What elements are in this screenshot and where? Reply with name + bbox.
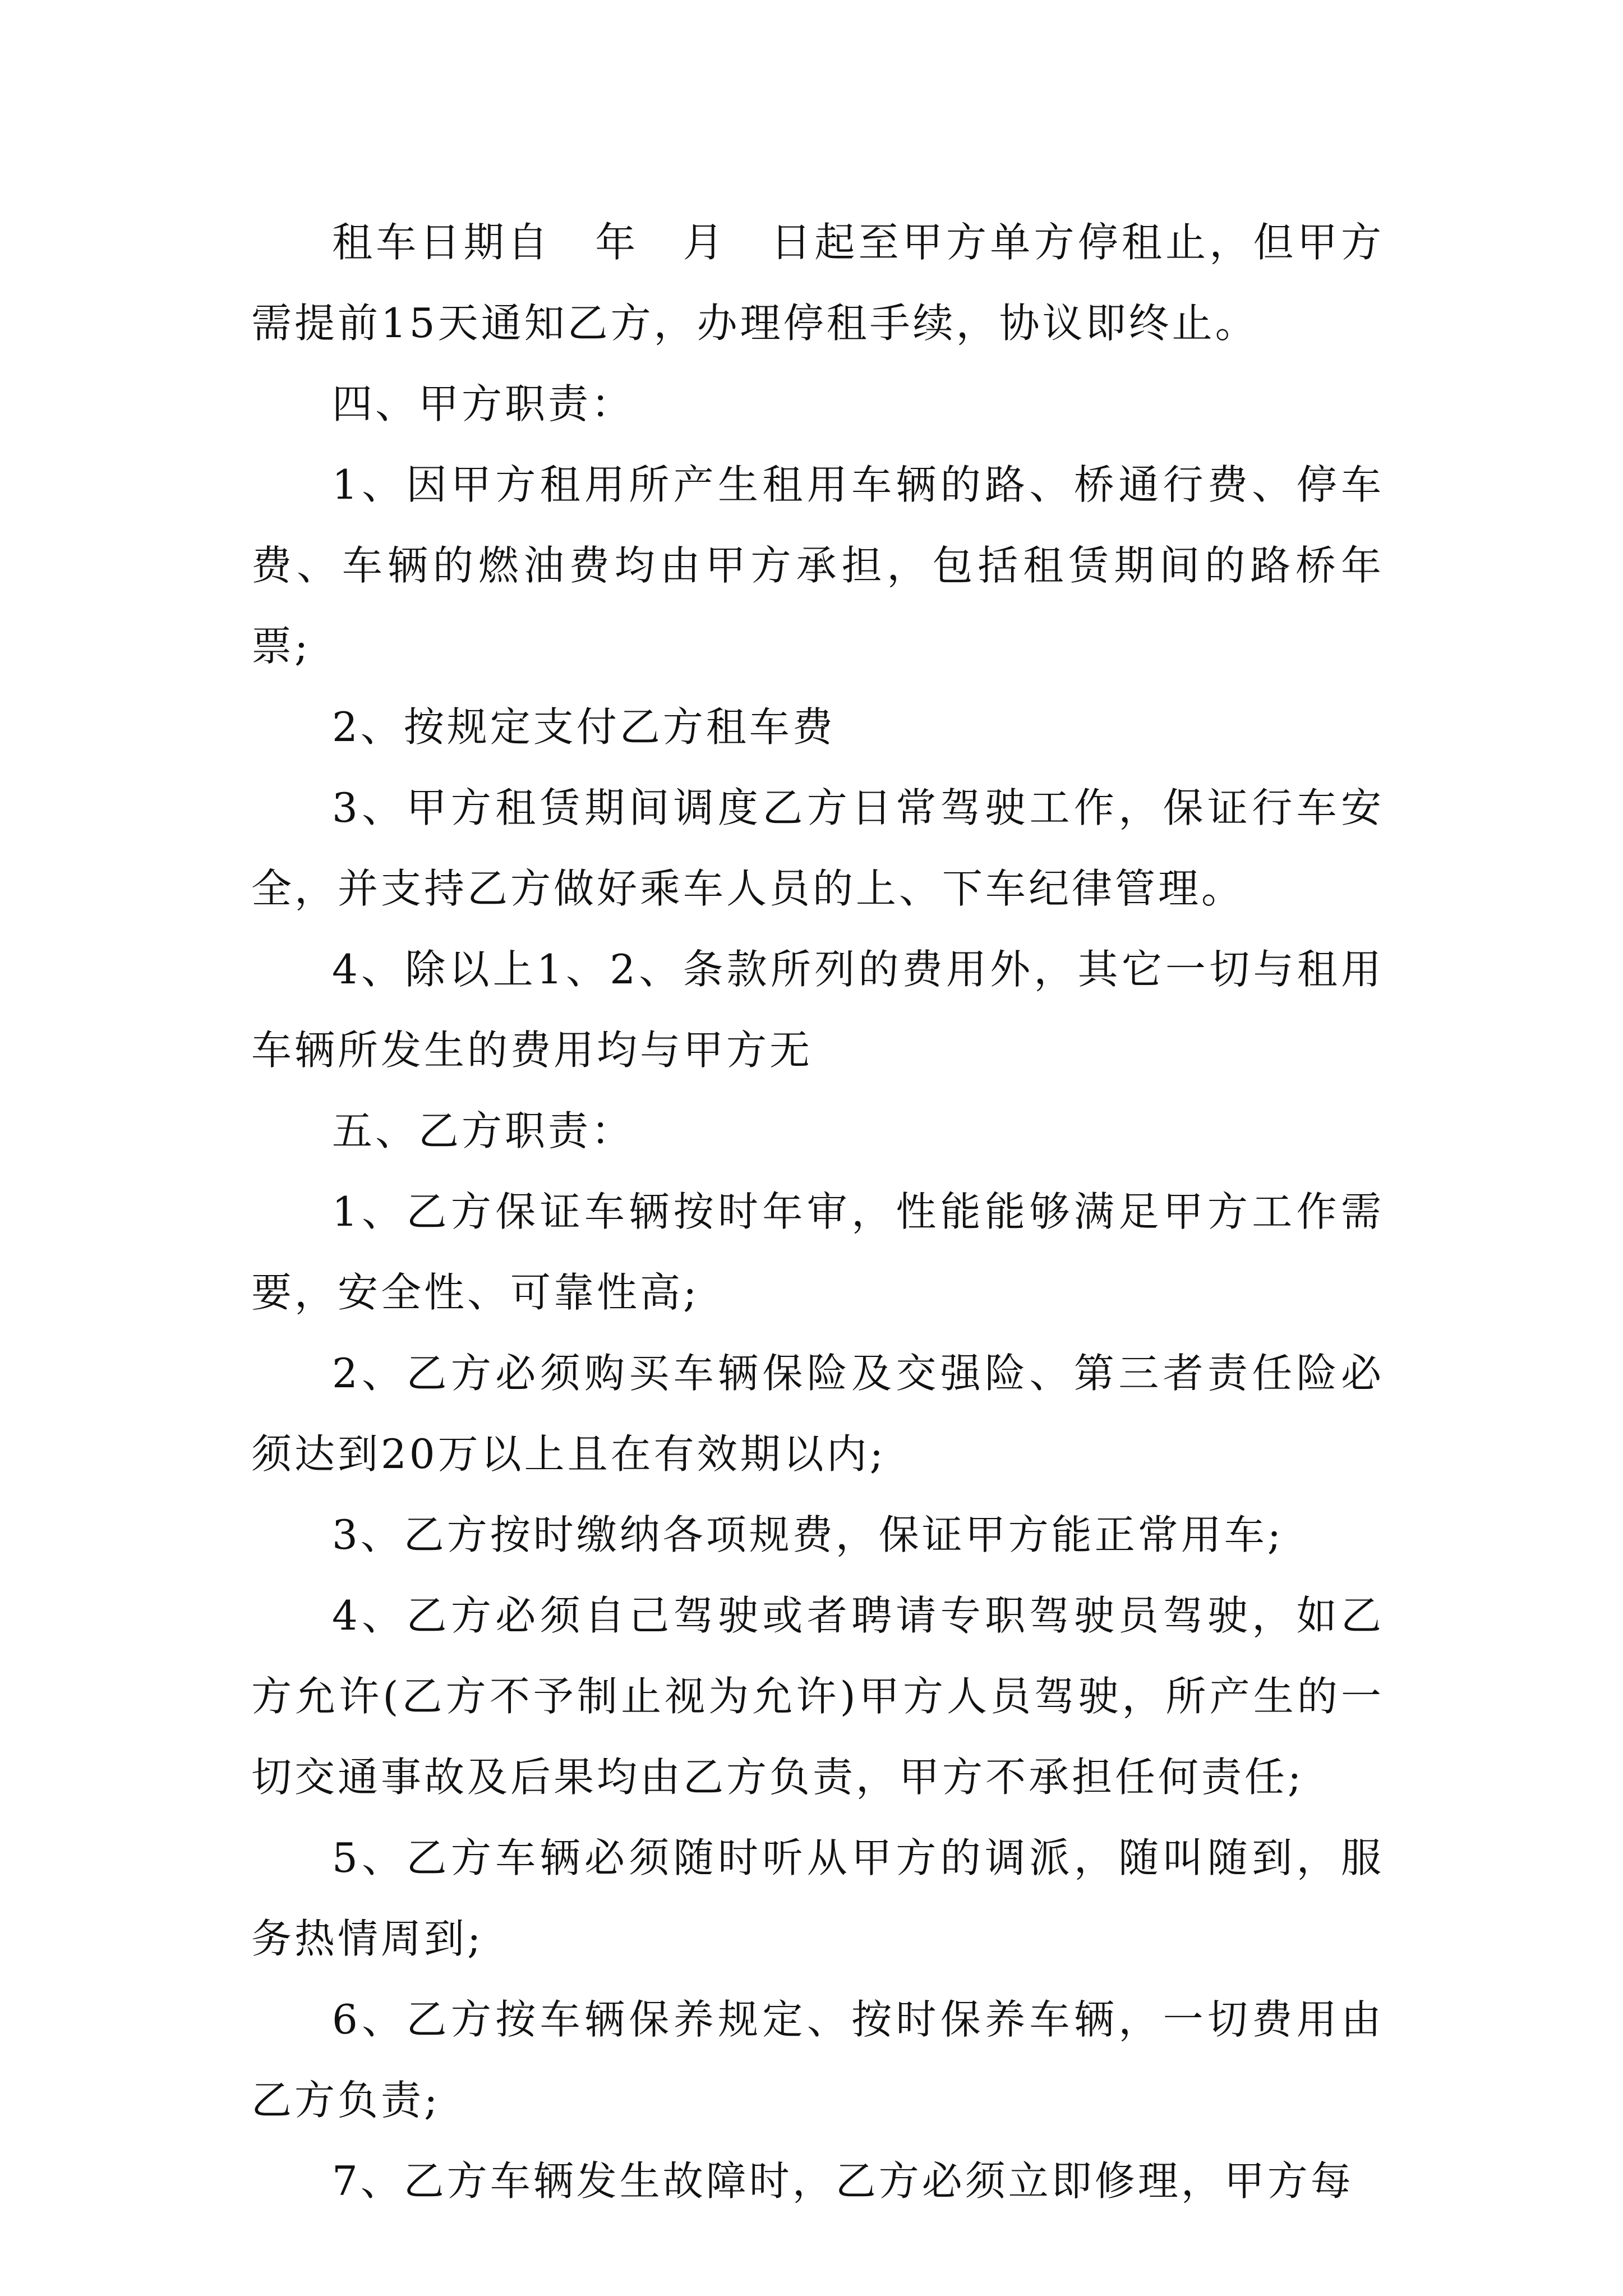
- paragraph-party-a-duty-3: 3、甲方租赁期间调度乙方日常驾驶工作，保证行车安全，并支持乙方做好乘车人员的上、下车纪律管理。: [251, 784, 1384, 912]
- paragraph-party-a-duty-4: 4、除以上1、2、条款所列的费用外，其它一切与租用车辆所发生的费用均与甲方无: [251, 946, 1384, 1074]
- section-heading-party-b-duties: 五、乙方职责：: [332, 1107, 635, 1154]
- paragraph-party-b-duty-2: 2、乙方必须购买车辆保险及交强险、第三者责任险必须达到20万以上且在有效期以内;: [251, 1350, 1384, 1478]
- paragraph-party-b-duty-3: 3、乙方按时缴纳各项规费，保证甲方能正常用车;: [332, 1511, 1284, 1558]
- paragraph-party-b-duty-6: 6、乙方按车辆保养规定、按时保养车辆，一切费用由乙方负责;: [251, 1996, 1384, 2124]
- document-body: [251, 202, 1384, 2221]
- paragraph-party-b-duty-5: 5、乙方车辆必须随时听从甲方的调派，随叫随到，服务热情周到;: [251, 1834, 1384, 1962]
- paragraph-rental-period: 租车日期自 年 月 日起至甲方单方停租止，但甲方需提前15天通知乙方，办理停租手续，协议即终止。: [251, 219, 1384, 347]
- paragraph-party-b-duty-4: 4、乙方必须自己驾驶或者聘请专职驾驶员驾驶，如乙方允许(乙方不予制止视为允许)甲方人员驾驶，所产生的一切交通事故及后果均由乙方负责，甲方不承担任何责任;: [251, 1592, 1384, 1801]
- paragraph-party-b-duty-7: 7、乙方车辆发生故障时，乙方必须立即修理，甲方每: [332, 2157, 1354, 2205]
- paragraph-party-b-duty-1: 1、乙方保证车辆按时年审，性能能够满足甲方工作需要，安全性、可靠性高;: [251, 1188, 1384, 1316]
- section-heading-party-a-duties: 四、甲方职责：: [332, 380, 635, 427]
- paragraph-party-a-duty-2: 2、按规定支付乙方租车费: [332, 703, 836, 751]
- paragraph-party-a-duty-1: 1、因甲方租用所产生租用车辆的路、桥通行费、停车费、车辆的燃油费均由甲方承担，包括租赁期间的路桥年票;: [251, 461, 1384, 670]
